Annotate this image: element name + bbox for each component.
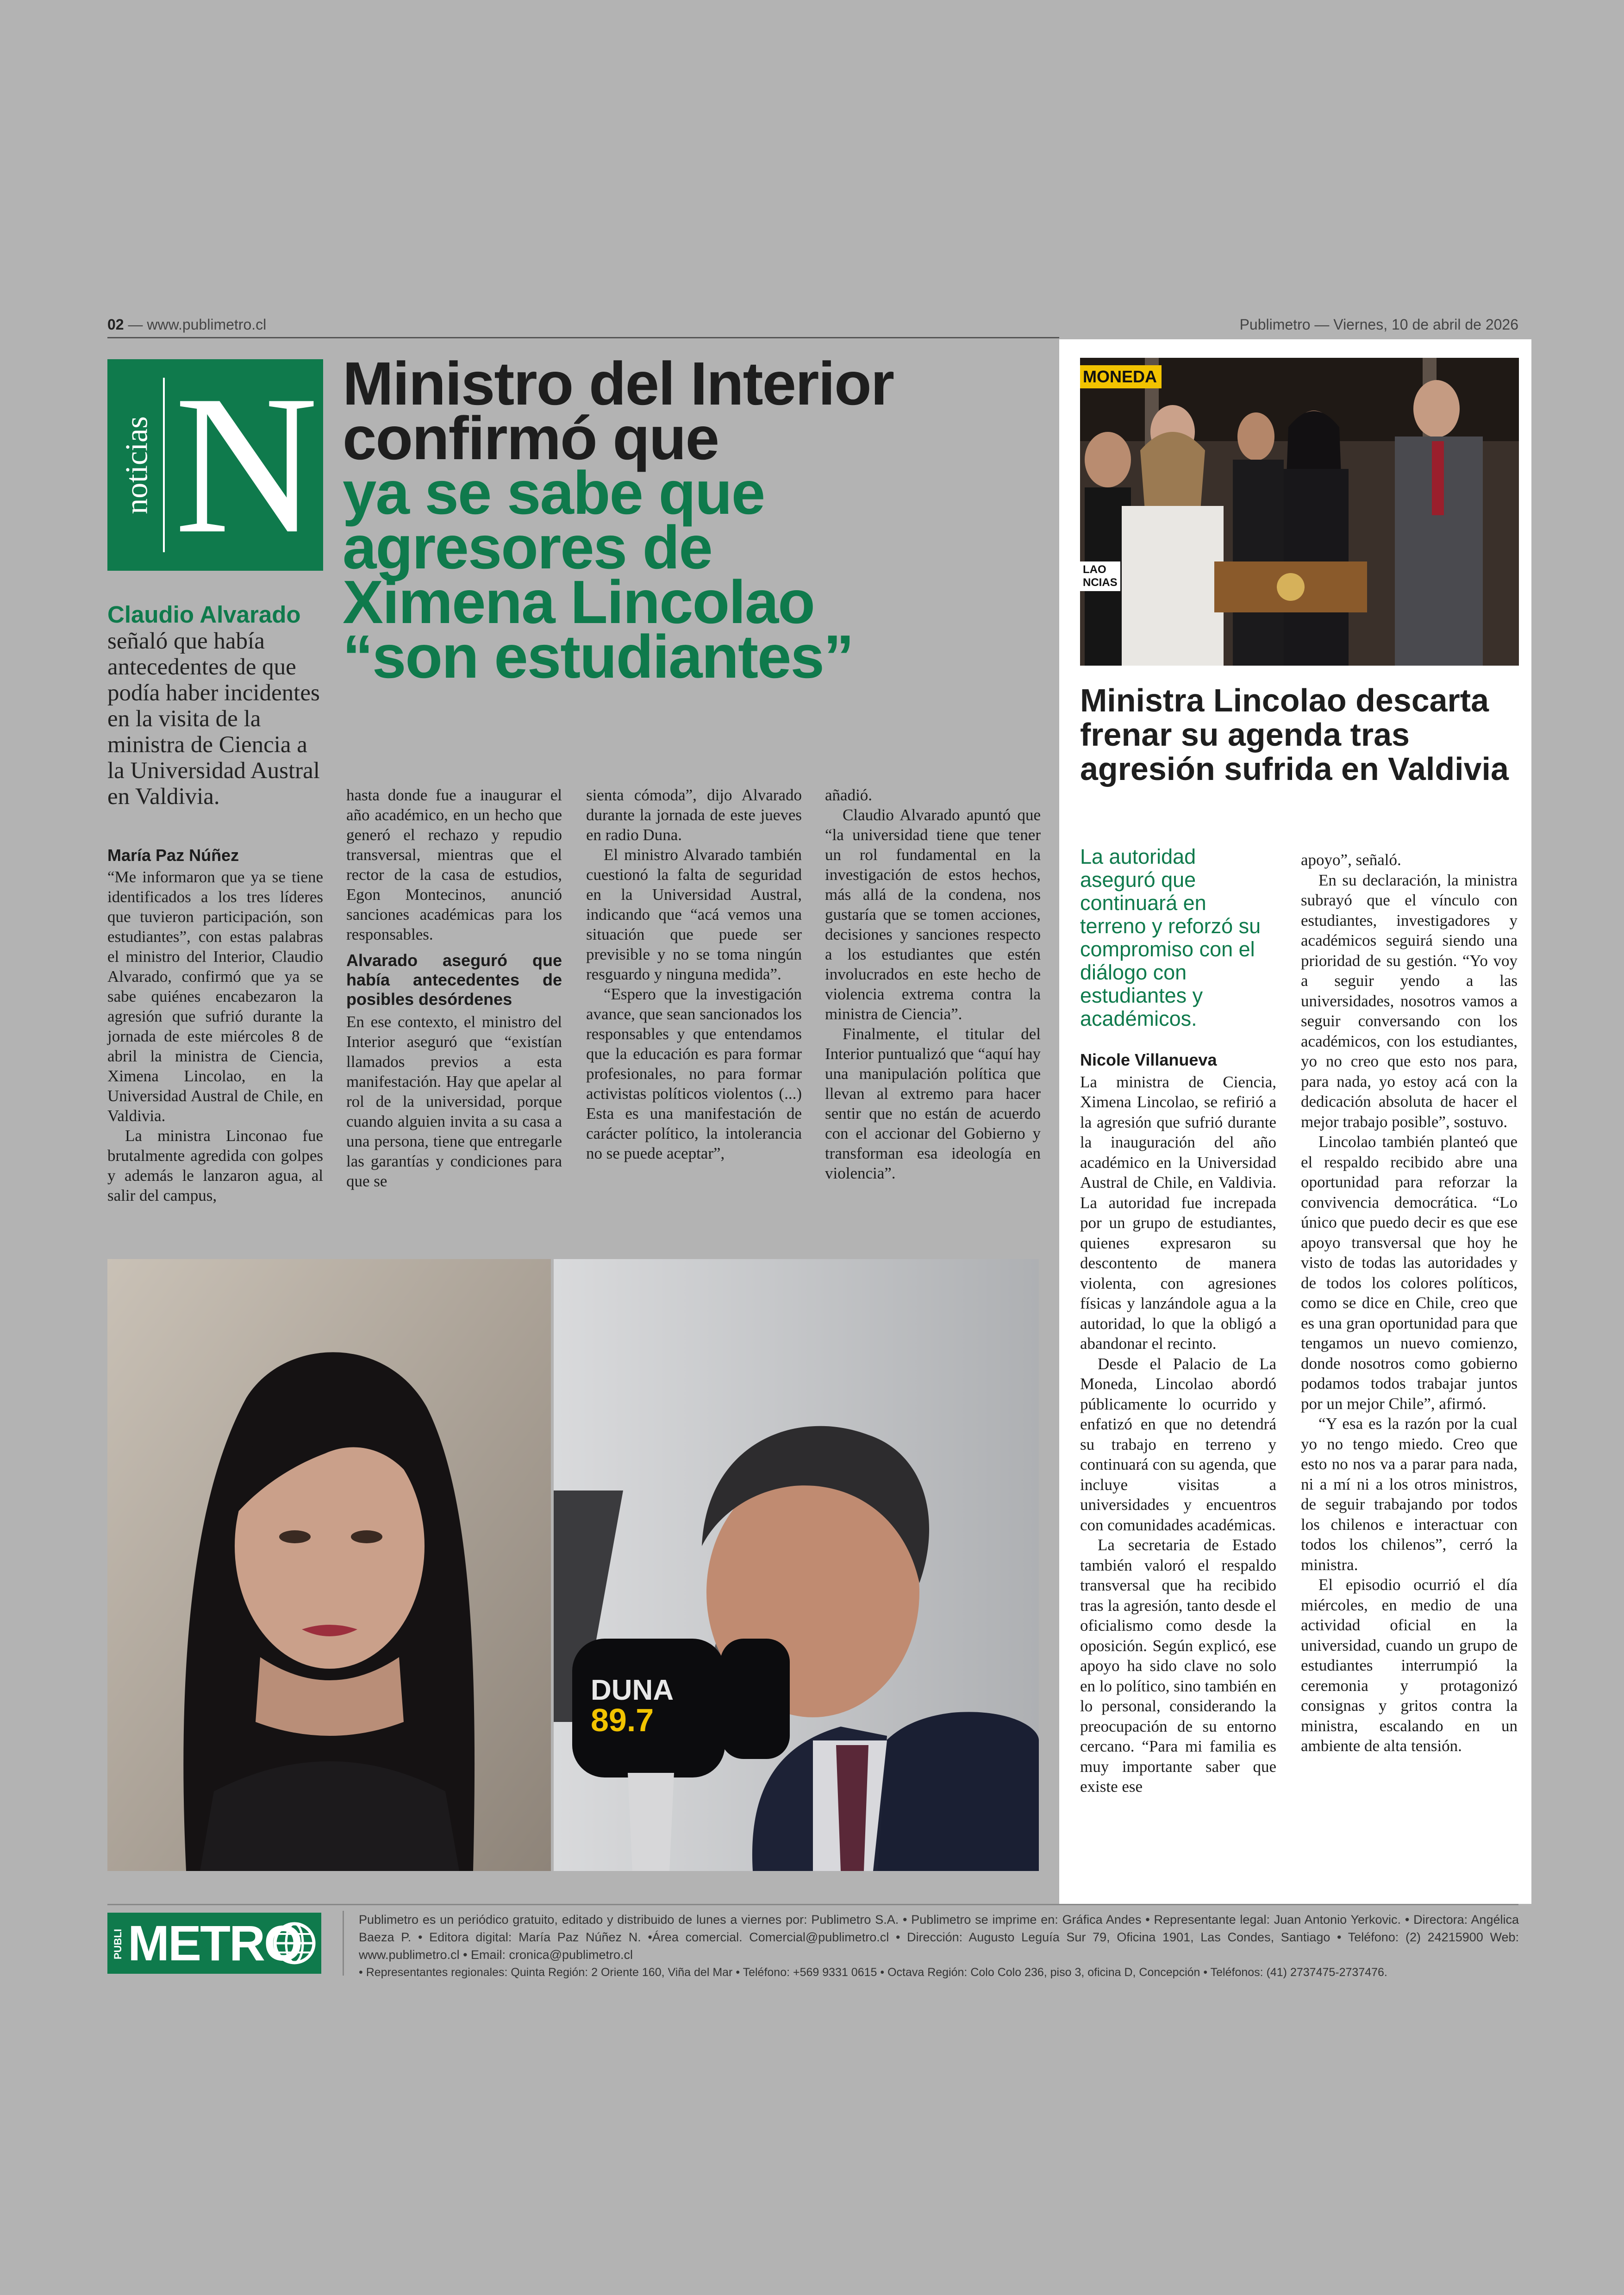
sidebar-column-2 — [1301, 850, 1518, 1756]
sidebar-title: Ministra Lincolao descarta frenar su agenda tras agresión sufrida en Valdivia — [1080, 682, 1509, 787]
publimetro-logo — [107, 1913, 321, 1974]
logo-divider — [163, 378, 165, 552]
deck-name: Claudio Alvarado — [107, 601, 301, 628]
header-rule — [107, 337, 1059, 338]
main-headline — [343, 349, 1051, 691]
sidebar-column-1 — [1080, 1050, 1276, 1797]
section-logo — [107, 355, 323, 575]
photo-minister-portrait — [107, 1259, 551, 1871]
paragraph: Desde el Palacio de La Moneda, Lincolao abordó públicamente lo ocurrido y enfatizó en que no detendrá su trabajo en terreno y continuará con su agenda, que incluye visitas a universidades y encuentros con comunidades académicas. — [1080, 1354, 1276, 1534]
radio-interview-illustration — [554, 1259, 1039, 1871]
photo-tag-secondary — [1080, 561, 1120, 591]
section-label: noticias — [119, 416, 154, 514]
logo-small-text: PUBLI — [112, 1929, 124, 1959]
page-number: 02 — [107, 316, 124, 333]
press-conference-illustration — [1080, 358, 1519, 666]
paragraph: sienta cómoda”, dijo Alvarado durante la jornada de este jueves en radio Duna. — [586, 786, 802, 844]
sidebar-byline: Nicole Villanueva — [1080, 1050, 1217, 1069]
site-url[interactable]: — www.publimetro.cl — [128, 316, 267, 333]
article-column-1 — [107, 845, 323, 1205]
page-header-left — [107, 316, 266, 333]
paragraph: “Me informaron que ya se tiene identificados a los tres líderes que tuvieron participación, son estudiantes”, con estas palabras el ministro del Interior, Claudio Alvarado, confirmó que ya se sabe quiénes encabezaron la agresión que sufrió durante la jornada de este miércoles 8 de abril la ministra de Ciencia, Ximena Lincolao, en la Universidad Austral de Chile, en Valdivia. — [107, 868, 323, 1125]
paragraph: Lincolao también planteó que el respaldo recibido abre una oportunidad para reforzar la convivencia democrática. “Lo único que puedo decir es que ese apoyo transversal que hoy he visto de todas las autoridades y de todos los colores políticos, como se dice en Chile, creo que es una gran oportunidad para que tengamos un nuevo comienzo, donde nosotros como gobierno podamos todos trabajar juntos por un mejor Chile”, afirmó. — [1301, 1133, 1518, 1413]
paragraph: En su declaración, la ministra subrayó que el vínculo con estudiantes, investigadores y académicos seguirá siendo una prioridad de su gestión. “Yo voy a seguir yendo a las universidades, nosotros vamos a seguir conversando con los académicos, con los estudiantes, yo no creo que esto nos para, para nada, yo estoy acá con la dedicación absoluta de hacer el mejor trabajo posible”, sostuvo. — [1301, 871, 1518, 1131]
page-header-right: Publimetro — Viernes, 10 de abril de 2026 — [1239, 316, 1518, 333]
headline-line-5: Ximena Lincolao — [343, 568, 814, 636]
paragraph: La ministra de Ciencia, Ximena Lincolao, se refirió a la agresión que sufrió durante la inauguración del año académico en la Universidad Austral de Chile, en Valdivia. La autoridad fue increpada por un grupo de estudiantes, quienes expresaron su descontento de manera violenta, con agresiones físicas y lanzándole agua a la autoridad, lo que la obligó a abandonar el recinto. — [1080, 1073, 1276, 1353]
footer-rule — [107, 1904, 1518, 1905]
article-column-2 — [346, 785, 562, 1191]
footer-regional-line: • Representantes regionales: Quinta Región: 2 Oriente 160, Viña del Mar • Teléfono: +569 9331 0615 • Octava Región: Colo Colo 236, piso 3, oficina D, Concepción • Teléfonos: (41) 2737475-2737476. — [359, 1966, 1387, 1979]
byline: María Paz Núñez — [107, 846, 239, 865]
photo-tag-line: NCIAS — [1083, 576, 1118, 589]
article-column-3 — [586, 785, 802, 1163]
headline-line-4: agresores de — [343, 513, 712, 581]
sidebar-photo-la-moneda — [1080, 358, 1519, 666]
paragraph: La secretaria de Estado también valoró el respaldo transversal que ha recibido tras la agresión, tanto desde el oficialismo como desde la oposición. Según explicó, ese apoyo ha sido clave no solo en lo político, sino también en lo personal, considerando la preocupación de su entorno cercano. “Para mi familia es muy importante saber que existe ese — [1080, 1536, 1276, 1796]
paragraph: “Y esa es la razón por la cual yo no tengo miedo. Creo que esto no nos va a parar para nada, ni a mí ni a los otros ministros, de seguir trabajando por todos los chilenos e interactuar con todos los chilenos”, cerró la ministra. — [1301, 1415, 1518, 1574]
sidebar-deck: La autoridad aseguró que continuará en terreno y reforzó su compromiso con el diálogo con estudiantes y académicos. — [1080, 845, 1261, 1030]
paragraph: El episodio ocurrió el día miércoles, en medio de una actividad oficial en la universidad, cuando un grupo de estudiantes interrumpió la ceremonia y protagonizó consignas y gritos contra la ministra, escalando en un ambiente de alta tensión. — [1301, 1576, 1518, 1755]
paragraph: Claudio Alvarado apuntó que “la universidad tiene que tener un rol fundamental en la investigación de estos hechos, más allá de la condena, nos gustaría que se tomen acciones, decisiones y sanciones respecto a los estudiantes que estén involucrados en este hecho de violencia extrema contra la ministra de Ciencia”. — [825, 806, 1041, 1023]
headline-line-2: confirmó que — [343, 404, 719, 472]
mic-label: DUNA — [591, 1674, 674, 1706]
paragraph: “Espero que la investigación avance, que sean sancionados los responsables y que entendamos que la educación es para formar profesionales, no para formar activistas políticos violentos (...) Esta es una manifestación de carácter político, la intolerancia no se puede aceptar”, — [586, 985, 802, 1162]
article-subhead: Alvarado aseguró que había antecedentes de posibles desórdenes — [346, 951, 562, 1009]
headline-line-6: “son estudiantes” — [343, 623, 853, 691]
paragraph: En ese contexto, el ministro del Interior aseguró que “existían llamados previos a esta manifestación. Hay que apelar al rol de la universidad, porque cuando alguien invita a su casa a una persona, tiene que entregarle las garantías y condiciones para que se — [346, 1013, 562, 1190]
footer-credits-line: Publimetro es un periódico gratuito, editado y distribuido de lunes a viernes por: Publimetro S.A. • Publimetro se imprime en: Gráfica Andes • Representante legal: Juan Antonio Yerkovic. • Directora: Angélica Baeza P. • Editora digital: María Paz Núñez N. •Área comercial. Comercial@publimetro.cl • Dirección: Augusto Leguía Sur 79, Oficina 1901, Las Condes, Santiago • Teléfono: (2) 24215900 Web: www.publimetro.cl • Email: cronica@publimetro.cl — [359, 1913, 1519, 1962]
paragraph: La ministra Linconao fue brutalmente agredida con golpes y además le lanzaron agua, al salir del campus, — [107, 1127, 323, 1204]
photo-tag: MONEDA — [1080, 365, 1162, 388]
paragraph: apoyo”, señaló. — [1301, 851, 1401, 869]
article-column-4 — [825, 785, 1041, 1183]
globe-icon — [272, 1921, 317, 1965]
paragraph: hasta donde fue a inaugurar el año académico, en un hecho que generó el rechazo y repudio transversal, mientras que el rector de la casa de estudios, Egon Montecinos, anunció sanciones académicas para los responsables. — [346, 786, 562, 943]
deck-text: señaló que había antecedentes de que podía haber incidentes en la visita de la ministra de Ciencia a la Universidad Austral en Valdivia. — [107, 628, 320, 810]
section-letter: N — [174, 355, 319, 575]
headline-line-1: Ministro del Interior — [343, 349, 894, 418]
mic-logo — [591, 1674, 674, 1738]
paragraph: añadió. — [825, 786, 873, 804]
photo-interior-minister-radio — [554, 1259, 1039, 1871]
mic-frequency: 89.7 — [591, 1702, 654, 1738]
logo-text: METRO — [128, 1915, 301, 1971]
paragraph: El ministro Alvarado también cuestionó la falta de seguridad en la Universidad Austral, indicando que “acá vemos una situación que puede ser previsible y no se toma ningún resguardo y ninguna medida”. — [586, 846, 802, 983]
photo-tag-line: LAO — [1083, 563, 1106, 576]
portrait-illustration — [107, 1259, 551, 1871]
paragraph: Finalmente, el titular del Interior puntualizó que “aquí hay una manipulación política que llevan al extremo para hacer sentir que no están de acuerdo con el accionar del Gobierno y transforman esa ideología en violencia”. — [825, 1025, 1041, 1182]
footer-credits — [359, 1911, 1519, 1981]
headline-line-3: ya se sabe que — [343, 459, 765, 527]
footer-divider — [343, 1911, 344, 1976]
main-deck — [107, 602, 325, 810]
